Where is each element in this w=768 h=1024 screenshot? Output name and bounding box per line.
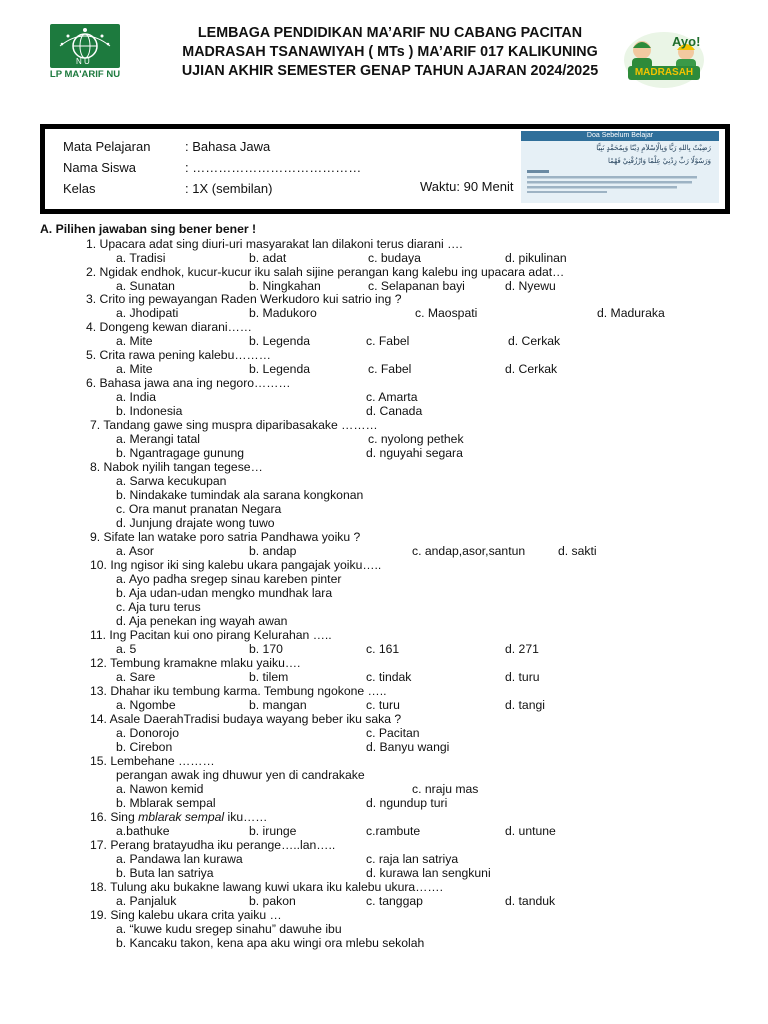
info-row-mapel — [63, 139, 270, 154]
answer-option: d. untune — [505, 824, 556, 838]
question-line: 11. Ing Pacitan kui ono pirang Kelurahan ….. — [90, 628, 332, 642]
answer-option: a. 5 — [116, 642, 137, 656]
answer-option: d. sakti — [558, 544, 597, 558]
waktu-text: Waktu: 90 Menit — [420, 179, 514, 194]
header-line-3: UJIAN AKHIR SEMESTER GENAP TAHUN AJARAN 2024/2025 — [181, 63, 599, 79]
answer-option: d. nguyahi segara — [366, 446, 463, 460]
mapel-label: Mata Pelajaran — [63, 139, 151, 154]
question-line: 13. Dhahar iku tembung karma. Tembung ngokone ….. — [90, 684, 387, 698]
header-line-1: LEMBAGA PENDIDIKAN MA’ARIF NU CABANG PACITAN — [197, 25, 583, 41]
kelas-label: Kelas — [63, 181, 96, 196]
answer-option: b. mangan — [249, 698, 307, 712]
question-line: 15. Lembehane ……… — [90, 754, 215, 768]
ayo-madrasah-logo — [622, 26, 706, 90]
answer-option: a. Pandawa lan kurawa — [116, 852, 243, 866]
answer-option: d. 271 — [505, 642, 539, 656]
nama-value: : ………………………………… — [185, 160, 362, 175]
question-line: 17. Perang bratayudha iku perange…..lan….. — [90, 838, 336, 852]
answer-option: d. Junjung drajate wong tuwo — [116, 516, 275, 530]
question-line: 1. Upacara adat sing diuri-uri masyarakat lan dilakoni terus diarani …. — [86, 237, 463, 251]
answer-option: d. Banyu wangi — [366, 740, 450, 754]
answer-option: a. Mite — [116, 334, 153, 348]
logo-caption: LP MA'ARIF NU — [49, 69, 121, 80]
answer-option: a. Donorojo — [116, 726, 180, 740]
answer-option: b. Buta lan satriya — [116, 866, 214, 880]
answer-option: a. Sarwa kecukupan — [116, 474, 227, 488]
answer-option: c. andap,asor,santun — [412, 544, 526, 558]
info-row-kelas — [63, 181, 272, 196]
answer-option: a. Asor — [116, 544, 154, 558]
info-row-nama — [63, 160, 361, 175]
answer-option: b. Ngantragage gunung — [116, 446, 245, 460]
answer-option: d. Aja penekan ing wayah awan — [116, 614, 288, 628]
question-line: perangan awak ing dhuwur yen di candrakake — [116, 768, 365, 782]
answer-option: d. kurawa lan sengkuni — [366, 866, 491, 880]
madrasah-word: MADRASAH — [634, 67, 694, 78]
answer-option: b. Nindakake tumindak ala sarana kongkonan — [116, 488, 364, 502]
answer-option: d. tanduk — [505, 894, 556, 908]
answer-option: a. India — [116, 390, 156, 404]
answer-option: c. tanggap — [366, 894, 423, 908]
answer-option: a. Nawon kemid — [116, 782, 204, 796]
doa-arabic-line-1: رَضِيْتُ بِاللهِ رَبًّا وَبِالْاِسْلاَمِ دِيْنًا وَبِمُحَمَّدٍ نَبِيًّا — [596, 145, 711, 152]
answer-option: c. nraju mas — [412, 782, 479, 796]
answer-option: c.rambute — [366, 824, 421, 838]
doa-title: Doa Sebelum Belajar — [521, 131, 719, 141]
mapel-value: : Bahasa Jawa — [185, 139, 271, 154]
answer-option: c. Amarta — [366, 390, 418, 404]
answer-option: b. Aja udan-udan mengko mundhak lara — [116, 586, 333, 600]
nu-globe-icon — [50, 24, 120, 68]
answer-option: d. Canada — [366, 404, 423, 418]
answer-option: b. Kancaku takon, kena apa aku wingi ora mlebu sekolah — [116, 936, 425, 950]
lp-maarif-nu-logo — [48, 24, 122, 82]
answer-option: c. Pacitan — [366, 726, 420, 740]
answer-option: d. Cerkak — [505, 362, 558, 376]
answer-option: b. irunge — [249, 824, 297, 838]
doa-belajar-card — [521, 131, 719, 203]
answer-option: a. Ngombe — [116, 698, 176, 712]
answer-option: a. “kuwe kudu sregep sinahu” dawuhe ibu — [116, 922, 342, 936]
answer-option: a. Merangi tatal — [116, 432, 201, 446]
question-line: 8. Nabok nyilih tangan tegese… — [90, 460, 263, 474]
answer-option: b. andap — [249, 544, 297, 558]
answer-option: a. Ayo padha sregep sinau kareben pinter — [116, 572, 342, 586]
doa-translation-block — [521, 167, 719, 197]
answer-option: c. 161 — [366, 642, 400, 656]
question-line: 3. Crito ing pewayangan Raden Werkudoro kui satrio ing ? — [86, 292, 402, 306]
answer-option: b. Indonesia — [116, 404, 183, 418]
answer-option: b. Cirebon — [116, 740, 173, 754]
question-line: 6. Bahasa jawa ana ing negoro……… — [86, 376, 291, 390]
answer-option: c. Fabel — [368, 362, 412, 376]
document-header — [130, 24, 650, 81]
answer-option: b. tilem — [249, 670, 289, 684]
section-a-title: A. Pilihen jawaban sing bener bener ! — [40, 222, 257, 236]
answer-option: d. Cerkak — [508, 334, 561, 348]
answer-option: c. Maospati — [415, 306, 478, 320]
answer-option: c. Fabel — [366, 334, 410, 348]
doa-arabic-line-2: وَرَسُوْلًا رَبِّ زِدْنِيْ عِلْمًا وَارْزُقْنِيْ فَهْمًا — [607, 158, 711, 165]
question-line: 4. Dongeng kewan diarani…… — [86, 320, 252, 334]
answer-option: c. Aja turu terus — [116, 600, 201, 614]
answer-option: d. Maduraka — [597, 306, 665, 320]
answer-option: c. budaya — [368, 251, 421, 265]
answer-option: a. Panjaluk — [116, 894, 177, 908]
answer-option: b. Madukoro — [249, 306, 317, 320]
nu-letters: N U — [76, 57, 90, 66]
svg-text:Ayo!: Ayo! — [672, 34, 701, 49]
answer-option: a. Sare — [116, 670, 156, 684]
question-line: 18. Tulung aku bukakne lawang kuwi ukara iku kalebu ukura……. — [90, 880, 443, 894]
answer-option: a.bathuke — [116, 824, 170, 838]
answer-option: b. 170 — [249, 642, 283, 656]
answer-option: c. nyolong pethek — [368, 432, 464, 446]
nama-label: Nama Siswa — [63, 160, 136, 175]
answer-option: b. Ningkahan — [249, 279, 321, 293]
answer-option: b. pakon — [249, 894, 296, 908]
question-line: 9. Sifate lan watake poro satria Pandhawa yoiku ? — [90, 530, 361, 544]
header-line-2: MADRASAH TSANAWIYAH ( MTs ) MA’ARIF 017 KALIKUNING — [182, 44, 598, 60]
question-line: 10. Ing ngisor iki sing kalebu ukara pangajak yoiku….. — [90, 558, 382, 572]
answer-option: a. Jhodipati — [116, 306, 179, 320]
question-line: 7. Tandang gawe sing muspra diparibasakake ……… — [90, 418, 378, 432]
kelas-value: : 1X (sembilan) — [185, 181, 273, 196]
answer-option: c. tindak — [366, 670, 412, 684]
question-line: 14. Asale DaerahTradisi budaya wayang beber iku saka ? — [90, 712, 402, 726]
answer-option: a. Mite — [116, 362, 153, 376]
answer-option: d. ngundup turi — [366, 796, 448, 810]
answer-option: c. turu — [366, 698, 400, 712]
answer-option: d. Nyewu — [505, 279, 556, 293]
answer-option: c. raja lan satriya — [366, 852, 459, 866]
answer-option: b. Legenda — [249, 362, 310, 376]
answer-option: b. adat — [249, 251, 287, 265]
answer-option: d. tangi — [505, 698, 545, 712]
answer-option: b. Legenda — [249, 334, 310, 348]
answer-option: c. Ora manut pranatan Negara — [116, 502, 282, 516]
answer-option: a. Tradisi — [116, 251, 166, 265]
answer-option: b. Mblarak sempal — [116, 796, 216, 810]
question-line: 12. Tembung kramakne mlaku yaiku…. — [90, 656, 301, 670]
answer-option: a. Sunatan — [116, 279, 175, 293]
question-line: 19. Sing kalebu ukara crita yaiku … — [90, 908, 282, 922]
student-info-box — [40, 124, 730, 214]
answer-option: c. Selapanan bayi — [368, 279, 465, 293]
answer-option: d. pikulinan — [505, 251, 567, 265]
answer-option: d. turu — [505, 670, 540, 684]
question-line: 5. Crita rawa pening kalebu……… — [86, 348, 271, 362]
question-line: 2. Ngidak endhok, kucur-kucur iku salah sijine perangan kang kalebu ing upacara adat… — [86, 265, 565, 279]
question-line: 16. Sing mblarak sempal iku…… — [90, 810, 268, 824]
